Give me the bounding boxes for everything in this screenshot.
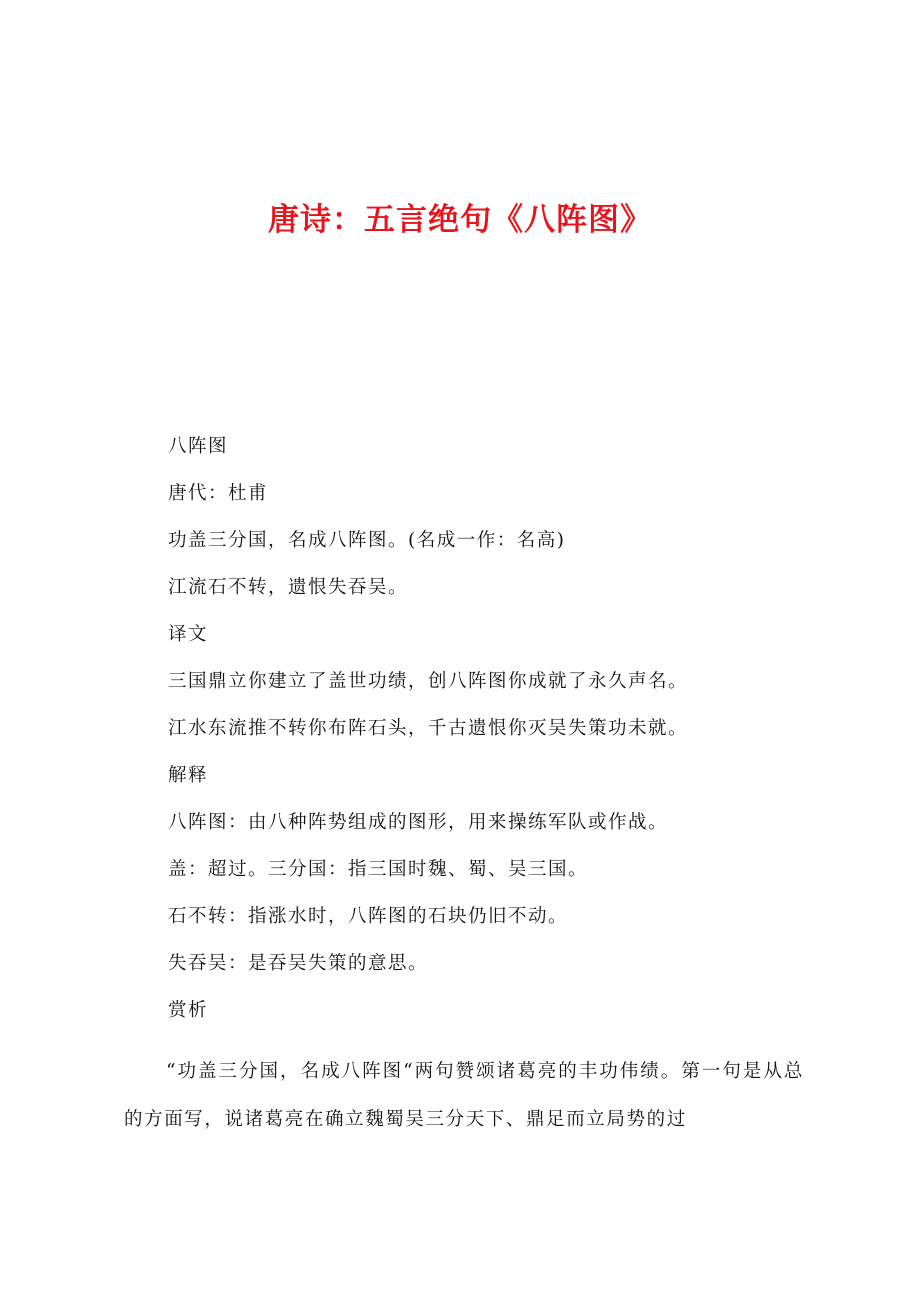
translation-line-2: 江水东流推不转你布阵石头，千古遗恨你灭吴失策功未就。 xyxy=(168,718,689,739)
poem-line-1: 功盖三分国，名成八阵图。(名成一作：名高) xyxy=(168,530,566,551)
poem-line-2: 江流石不转，遗恨失吞吴。 xyxy=(168,577,409,598)
section-heading-appreciation: 赏析 xyxy=(168,1000,209,1021)
document-body xyxy=(168,423,808,1034)
translation-line-1: 三国鼎立你建立了盖世功绩，创八阵图你成就了永久声名。 xyxy=(168,671,689,692)
section-heading-translation: 译文 xyxy=(168,624,209,645)
explanation-line-1: 八阵图：由八种阵势组成的图形，用来操练军队或作战。 xyxy=(168,812,669,833)
appreciation-paragraph: “功盖三分国，名成八阵图“两句赞颂诸葛亮的丰功伟绩。第一句是从总的方面写，说诸葛亮在确立魏蜀吴三分天下、鼎足而立局势的过 xyxy=(124,1061,804,1130)
poem-author: 唐代：杜甫 xyxy=(168,483,269,504)
explanation-line-2: 盖：超过。三分国：指三国时魏、蜀、吴三国。 xyxy=(168,859,589,880)
poem-title: 八阵图 xyxy=(168,436,229,457)
explanation-line-4: 失吞吴：是吞吴失策的意思。 xyxy=(168,953,429,974)
explanation-line-3: 石不转：指涨水时，八阵图的石块仍旧不动。 xyxy=(168,906,569,927)
page-title: 唐诗：五言绝句《八阵图》 xyxy=(268,202,652,238)
section-heading-explanation: 解释 xyxy=(168,765,209,786)
